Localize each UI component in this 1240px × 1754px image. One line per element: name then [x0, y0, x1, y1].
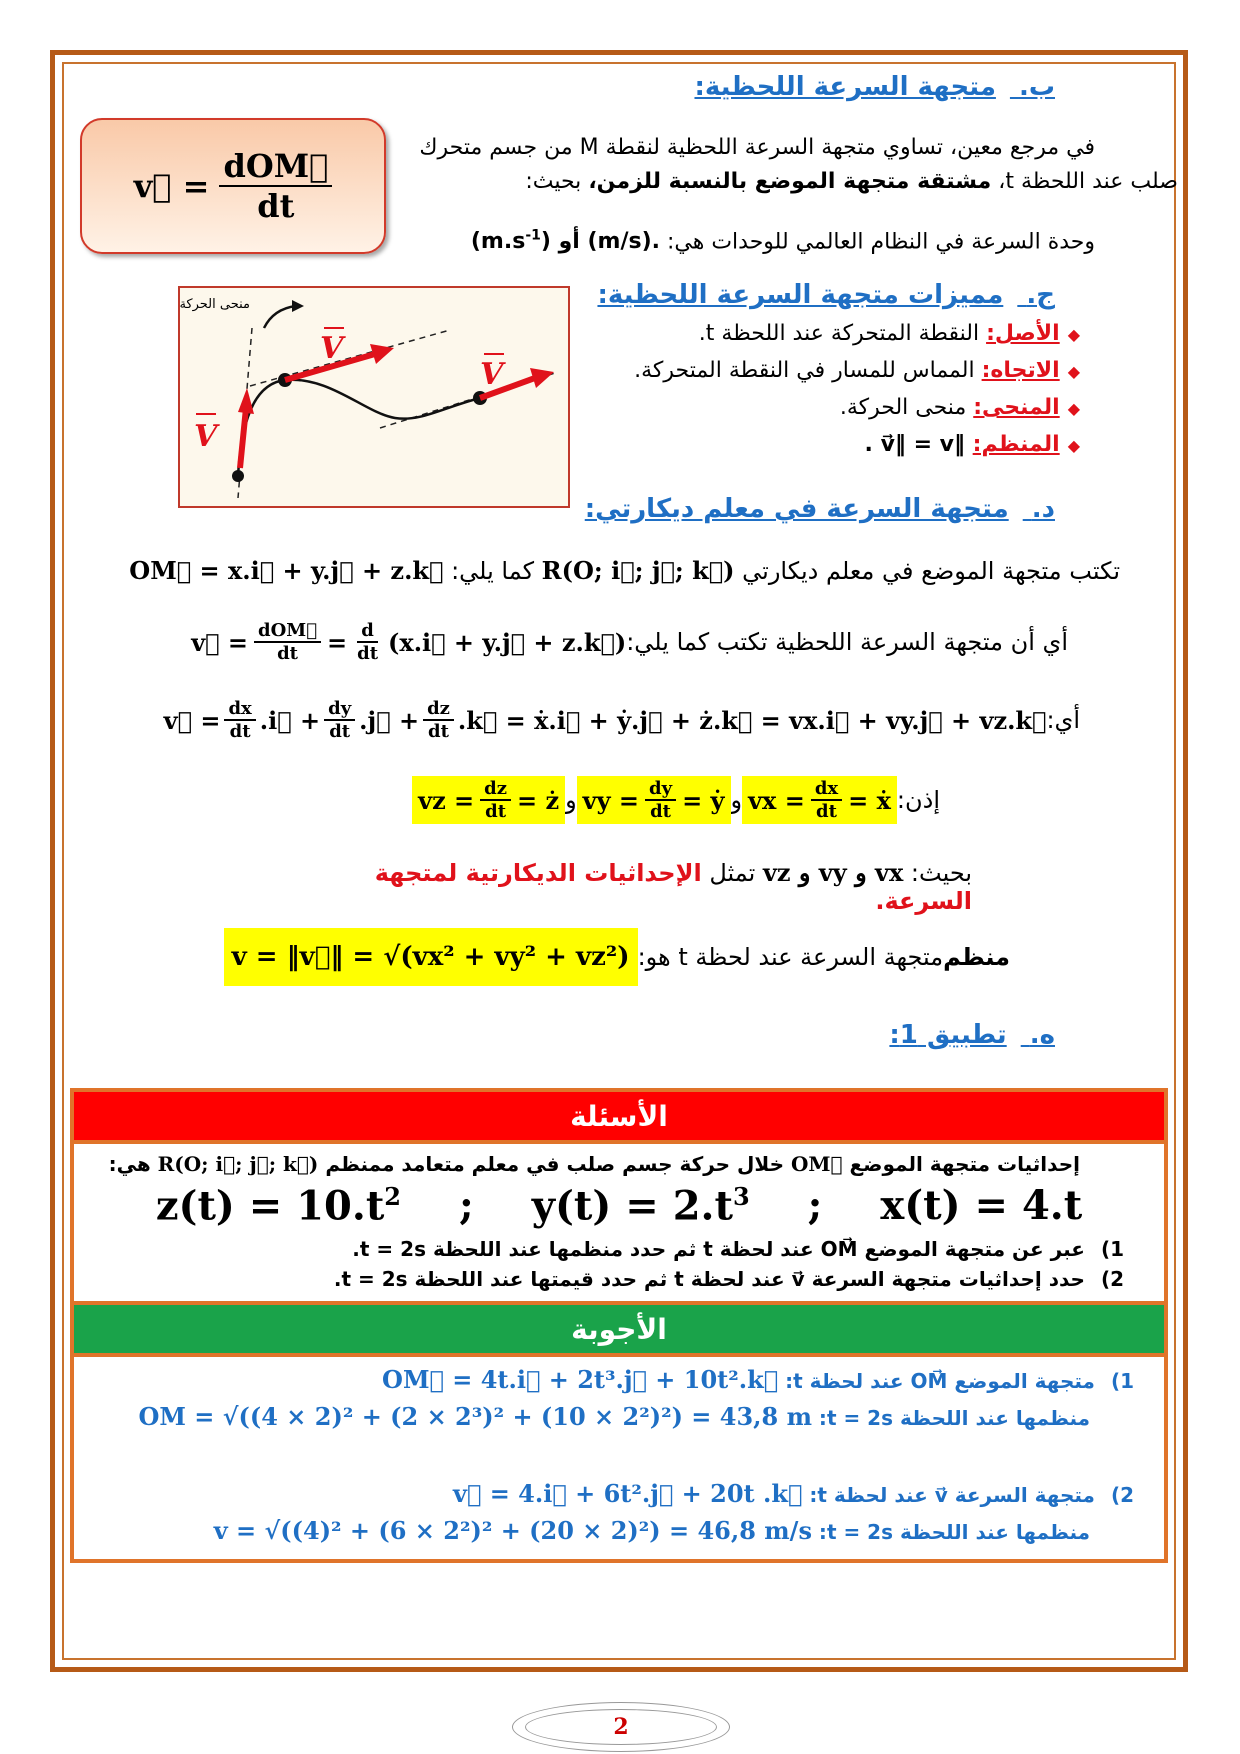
q1-text: عبر عن متجهة الموضع OM⃗ عند لحظة t ثم حدد منظمها عند اللحظة t = 2s. [352, 1237, 1085, 1262]
label-v-start: V [194, 419, 218, 454]
l2-v: v⃗ = [191, 627, 249, 657]
section-e-heading [889, 1020, 1055, 1050]
vy-highlight [577, 776, 731, 824]
point-start [232, 470, 244, 482]
diamond-icon: ◆ [1067, 436, 1080, 455]
l1-text: تكتب متجهة الموضع في معلم ديكارتي [734, 557, 1120, 585]
vz-label: vz = [418, 785, 475, 815]
q1-num: 1) [1100, 1237, 1124, 1262]
formula-num: dOM⃗ [219, 147, 332, 187]
section-d-title: متجهة السرعة في معلم ديكارتي: [584, 494, 1009, 524]
l1-text2: كما يلي: [443, 557, 542, 585]
l5-d: الإحداثيات الديكارتية لمتجهة السرعة. [374, 859, 972, 915]
l3-dy: dy [324, 698, 355, 721]
units-sup: -1 [525, 228, 541, 244]
intro-om: OM⃗ [790, 1152, 843, 1176]
velocity-figure [178, 286, 570, 508]
vx-label: vx = [748, 785, 805, 815]
norm-highlight: v = ‖v⃗‖ = √(vx² + vy² + vz²) [224, 928, 638, 986]
page-number-badge [512, 1702, 730, 1752]
a1-text: متجهة الموضع OM⃗ عند لحظة t: [778, 1369, 1095, 1394]
item-text: منحى الحركة. [839, 395, 974, 420]
trajectory-diagram [180, 288, 568, 506]
intro-frame: R(O; i⃗; j⃗; k⃗) [157, 1152, 319, 1176]
answer-1b [88, 1402, 1150, 1431]
l1-eq: OM⃗ = x.i⃗ + y.j⃗ + z.k⃗ [129, 556, 444, 585]
section-d-line5 [272, 858, 972, 915]
diamond-icon: ◆ [1067, 325, 1080, 344]
eq-y-sup: 3 [732, 1182, 750, 1211]
section-d-line1 [120, 556, 1120, 585]
vy-den: dt [650, 801, 671, 822]
questions-intro [88, 1152, 1150, 1176]
section-c-heading [597, 280, 1055, 310]
answer-2 [88, 1479, 1150, 1508]
direction-arrow [264, 306, 296, 328]
eq-y [532, 1182, 750, 1229]
l4-text: إذن: [896, 786, 940, 814]
l6-b: متجهة السرعة عند لحظة t هو: [637, 943, 944, 971]
l3-j: .j⃗ + [359, 705, 420, 735]
formula-den: dt [257, 187, 295, 225]
questions-header: الأسئلة [74, 1092, 1164, 1144]
figure-caption: منحى الحركة [180, 297, 250, 312]
units-b: (m.s [470, 229, 526, 255]
section-d-heading [585, 494, 1055, 524]
l6-a: منظم [943, 943, 1010, 971]
eq-y-text: y(t) = 2.t [531, 1182, 733, 1230]
arrow-start [240, 408, 246, 468]
l4-and: و [730, 786, 743, 814]
section-d-line6 [210, 928, 1010, 986]
answer-2b [88, 1516, 1150, 1545]
section-e-title: تطبيق 1: [889, 1020, 1007, 1050]
section-c-title: مميزات متجهة السرعة اللحظية: [597, 280, 1004, 310]
a2-text: متجهة السرعة v⃗ عند لحظة t: [802, 1483, 1095, 1508]
list-item [560, 318, 1080, 351]
l2-num1: dOM⃗ [254, 620, 321, 643]
section-d-line3 [120, 698, 1080, 742]
answers-header: الأجوبة [74, 1301, 1164, 1357]
list-item [560, 392, 1080, 425]
section-b-title: متجهة السرعة اللحظية: [694, 72, 996, 102]
a1b-text: منظمها عند اللحظة t = 2s: [811, 1406, 1090, 1431]
vx-den: dt [816, 801, 837, 822]
l4-and: و [565, 786, 577, 814]
l2-text: أي أن متجهة السرعة اللحظية تكتب كما يلي: [626, 628, 1068, 656]
vx-num: dx [811, 778, 842, 801]
sep-1: ; [459, 1182, 474, 1229]
l3-text: أي: [1046, 706, 1080, 734]
item-text: المماس للمسار في النقطة المتحركة. [634, 358, 982, 383]
item-label: المنحى: [973, 395, 1060, 420]
units-text: وحدة السرعة في النظام العالمي للوحدات هي: [660, 229, 1095, 255]
question-2 [88, 1267, 1150, 1291]
a2-eq: v⃗ = 4.i⃗ + 6t².j⃗ + 20t .k⃗ [453, 1479, 803, 1509]
l2-equation [191, 620, 626, 664]
a1-num: 1) [1110, 1369, 1134, 1394]
section-b-line2 [378, 166, 1178, 198]
section-b-line2-c: بحيث: [525, 169, 589, 194]
label-v-1: V [320, 331, 344, 366]
l3-dt: dt [329, 721, 351, 742]
l3-equation [164, 698, 1047, 742]
q2-num: 2) [1100, 1267, 1124, 1292]
velocity-definition-box [80, 118, 386, 254]
diamond-icon: ◆ [1067, 362, 1080, 381]
vz-num: dz [480, 778, 511, 801]
diamond-icon: ◆ [1067, 399, 1080, 418]
questions-body [74, 1144, 1164, 1301]
l3-dx: dx [224, 698, 255, 721]
vz-tail: = ż [516, 785, 560, 815]
item-text: ‖v⃗‖ = v . [864, 432, 973, 457]
l2-den2: dt [357, 643, 379, 664]
a1b-eq: OM = √((4 × 2)² + (2 × 2³)² + (10 × 2²)²) = 43,8 m [138, 1402, 812, 1432]
a2b-eq: v = √((4)² + (6 × 2²)² + (20 × 2)²) = 46,8 m/s [213, 1516, 812, 1546]
section-d-letter: د. [1031, 494, 1055, 524]
page-number: 2 [525, 1709, 717, 1745]
section-b-line2-bold: مشتقة متجهة الموضع بالنسبة للزمن، [588, 169, 992, 194]
section-b-heading [694, 72, 1055, 102]
item-text: النقطة المتحركة عند اللحظة t. [698, 321, 987, 346]
question-1 [88, 1237, 1150, 1261]
l2-eq: = [327, 627, 348, 657]
units-c: ) أو (m/s). [540, 229, 660, 255]
section-b-line1: في مرجع معين، تساوي متجهة السرعة اللحظية لنقطة M من جسم متحرك [419, 135, 1095, 160]
item-label: المنظم: [972, 432, 1060, 457]
l2-num2: d [357, 620, 378, 643]
q2-text: حدد إحداثيات متجهة السرعة v⃗ عند لحظة t ثم حدد قيمتها عند اللحظة t = 2s. [333, 1267, 1085, 1292]
l3-dt: dt [229, 721, 251, 742]
intro-b: خلال حركة جسم صلب في معلم متعامد ممنظم [318, 1152, 791, 1176]
eq-z-text: z(t) = 10.t [155, 1182, 385, 1230]
eq-x: x(t) = 4.t [880, 1182, 1083, 1229]
vy-num: dy [645, 778, 676, 801]
answer-1 [88, 1365, 1150, 1394]
answers-body [74, 1357, 1164, 1559]
intro-a: إحداثيات متجهة الموضع [842, 1152, 1080, 1176]
section-c-letter: ج. [1026, 280, 1055, 310]
l3-dt: dt [428, 721, 449, 742]
a2b-text: منظمها عند اللحظة t = 2s: [811, 1520, 1090, 1545]
l3-dz: dz [423, 698, 454, 721]
vx-highlight [742, 776, 897, 824]
list-item [560, 429, 1080, 462]
l2-tail: (x.i⃗ + y.j⃗ + z.k⃗) [388, 627, 627, 657]
eq-z [156, 1182, 401, 1229]
formula-lhs: v⃗ = [133, 167, 210, 205]
sep-2: ; [807, 1182, 823, 1229]
trajectory-curve [238, 380, 480, 476]
item-label: الاتجاه: [981, 358, 1060, 383]
eq-z-sup: 2 [384, 1182, 401, 1211]
l1-frame: R(O; i⃗; j⃗; k⃗) [541, 556, 735, 585]
exercise-table [70, 1088, 1168, 1563]
intro-c: هي: [108, 1152, 158, 1176]
vx-tail: = ẋ [848, 785, 891, 815]
section-b-letter: ب. [1018, 72, 1055, 102]
section-b-line2-a: صلب عند اللحظة t، [991, 169, 1178, 194]
a1-eq: OM⃗ = 4t.i⃗ + 2t³.j⃗ + 10t².k⃗ [382, 1365, 779, 1395]
vy-tail: = ẏ [682, 785, 725, 815]
vy-label: vy = [582, 785, 640, 815]
vz-den: dt [485, 801, 507, 822]
list-item [560, 355, 1080, 388]
item-label: الأصل: [986, 321, 1060, 346]
l5-b: vx و vy و vz [762, 858, 904, 887]
l3-k: .k⃗ = ẋ.i⃗ + ẏ.j⃗ + ż.k⃗ = vx.i⃗ + vy.j⃗ + vz.k⃗ [457, 705, 1047, 735]
l5-a: بحيث: [903, 859, 972, 887]
section-c-list [560, 318, 1080, 462]
position-equations [88, 1182, 1150, 1229]
label-v-2: V [480, 357, 504, 392]
section-d-line4 [240, 776, 940, 824]
l3-i: .i⃗ + [259, 705, 321, 735]
section-e-letter: ه. [1029, 1020, 1055, 1050]
a2-num: 2) [1110, 1483, 1134, 1508]
vz-highlight [412, 776, 565, 824]
l5-c: تمثل [701, 859, 763, 887]
l3-v: v⃗ = [163, 705, 221, 735]
section-d-line2 [168, 620, 1068, 664]
l2-den1: dt [277, 643, 298, 664]
section-b-units [335, 220, 1095, 258]
